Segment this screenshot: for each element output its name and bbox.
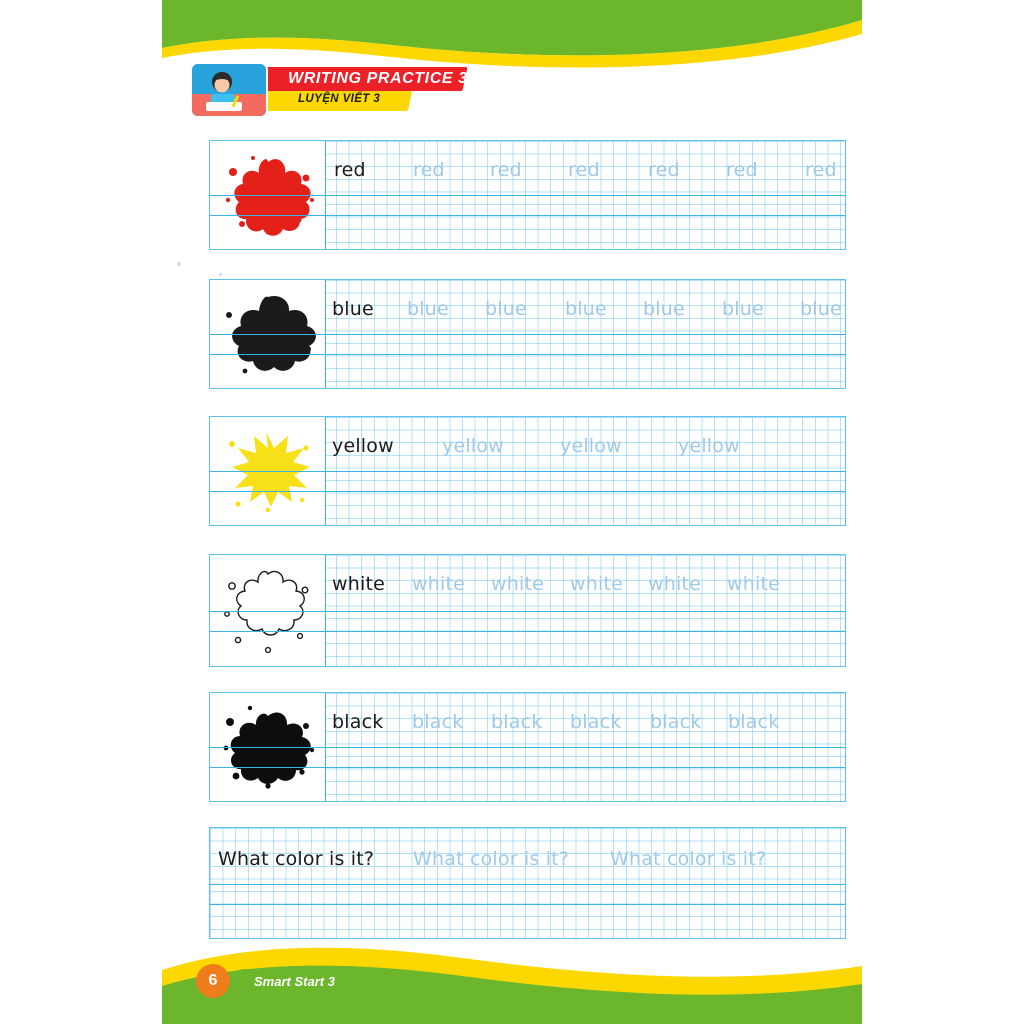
word-trace-yellow-2[interactable]: yellow xyxy=(560,435,622,457)
page-number-badge: 6 xyxy=(196,964,230,998)
word-trace-blue-5[interactable]: blue xyxy=(722,298,764,320)
practice-row-black[interactable] xyxy=(209,692,846,802)
word-trace-black-4[interactable]: black xyxy=(650,711,702,733)
practice-row-yellow[interactable] xyxy=(209,416,846,526)
word-trace-blue-2[interactable]: blue xyxy=(485,298,527,320)
top-wave-graphic xyxy=(162,0,862,70)
sentence-trace-1[interactable]: What color is it? xyxy=(413,848,570,870)
word-trace-red-1[interactable]: red xyxy=(413,159,445,181)
word-trace-white-1[interactable]: white xyxy=(412,573,465,595)
word-trace-blue-4[interactable]: blue xyxy=(643,298,685,320)
worksheet-title: WRITING PRACTICE 3 xyxy=(288,70,468,87)
sentence-sample: What color is it? xyxy=(218,848,375,870)
word-trace-yellow-3[interactable]: yellow xyxy=(678,435,740,457)
word-trace-yellow-1[interactable]: yellow xyxy=(442,435,504,457)
word-sample-yellow: yellow xyxy=(332,435,394,457)
word-trace-blue-6[interactable]: blue xyxy=(800,298,842,320)
word-trace-blue-1[interactable]: blue xyxy=(407,298,449,320)
student-writing-illustration xyxy=(192,64,266,116)
word-sample-blue: blue xyxy=(332,298,374,320)
word-trace-white-4[interactable]: white xyxy=(648,573,701,595)
word-trace-red-5[interactable]: red xyxy=(726,159,758,181)
word-trace-red-3[interactable]: red xyxy=(568,159,600,181)
top-decorative-band xyxy=(162,0,862,70)
word-trace-black-2[interactable]: black xyxy=(491,711,543,733)
practice-row-question[interactable] xyxy=(209,827,846,939)
word-sample-black: black xyxy=(332,711,384,733)
practice-row-red[interactable] xyxy=(209,140,846,250)
footer-series-label: Smart Start 3 xyxy=(232,969,353,994)
word-trace-red-4[interactable]: red xyxy=(648,159,680,181)
word-trace-blue-3[interactable]: blue xyxy=(565,298,607,320)
word-trace-red-6[interactable]: red xyxy=(805,159,837,181)
word-trace-white-3[interactable]: white xyxy=(570,573,623,595)
word-trace-white-2[interactable]: white xyxy=(491,573,544,595)
sentence-trace-2[interactable]: What color is it? xyxy=(610,848,767,870)
speck-dot xyxy=(177,262,181,266)
word-trace-black-5[interactable]: black xyxy=(728,711,780,733)
practice-row-blue[interactable] xyxy=(209,279,846,389)
word-trace-red-2[interactable]: red xyxy=(490,159,522,181)
word-trace-black-3[interactable]: black xyxy=(570,711,622,733)
word-trace-black-1[interactable]: black xyxy=(412,711,464,733)
practice-row-white[interactable] xyxy=(209,554,846,667)
word-sample-white: white xyxy=(332,573,385,595)
word-sample-red: red xyxy=(334,159,366,181)
worksheet-subtitle: LUYỆN VIẾT 3 xyxy=(298,93,381,105)
word-trace-white-5[interactable]: white xyxy=(727,573,780,595)
worksheet-header xyxy=(190,62,468,118)
speck-dot xyxy=(219,273,222,276)
student-writing-icon xyxy=(190,62,268,118)
